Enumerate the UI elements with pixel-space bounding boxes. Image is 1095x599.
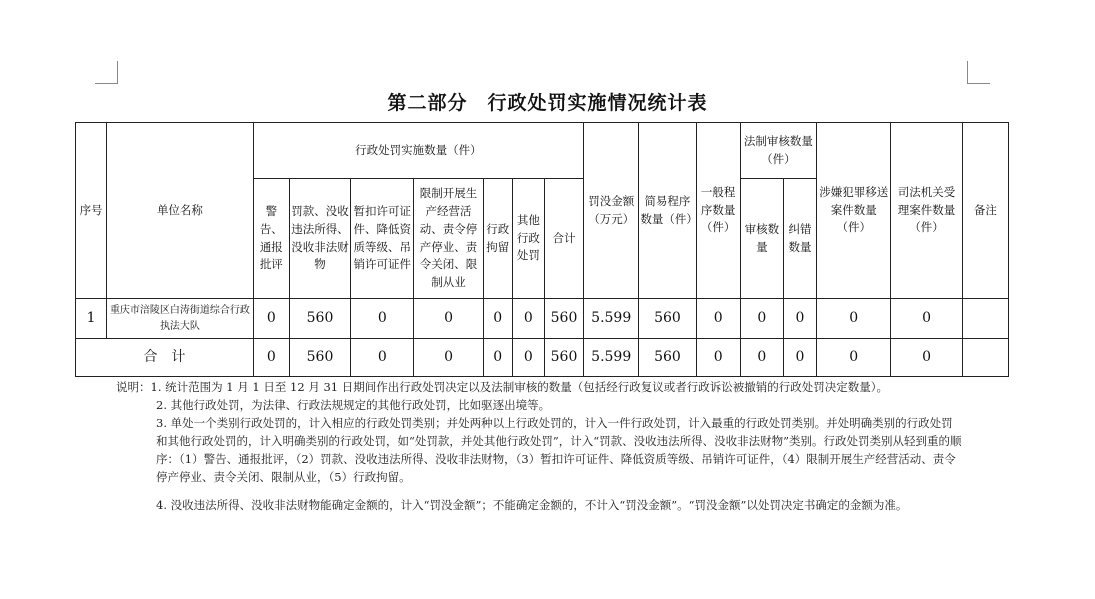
header-fine-amount: 罚没金额（万元）	[584, 123, 639, 299]
header-transfer-count: 涉嫌犯罪移送案件数量（件）	[817, 123, 891, 299]
header-general-count: 一般程序数量（件）	[696, 123, 740, 299]
cell-value: 0	[351, 299, 414, 339]
total-value: 0	[783, 339, 816, 377]
cell-value: 0	[740, 299, 783, 339]
cell-value: 0	[696, 299, 740, 339]
header-detention: 行政拘留	[483, 179, 512, 299]
cell-unit-name: 重庆市涪陵区白涛街道综合行政执法大队	[107, 299, 254, 339]
header-warning: 警告、通报批评	[253, 179, 289, 299]
total-value: 560	[639, 339, 696, 377]
crop-mark-top-right	[967, 61, 990, 84]
header-review-group: 法制审核数量（件）	[740, 123, 816, 179]
cell-value: 0	[483, 299, 512, 339]
header-simple-count: 简易程序数量（件）	[639, 123, 696, 299]
note-3: 3. 单处一个类别行政处罚的，计入相应的行政处罚类别；并处两种以上行政处罚的，计入一件行政处罚，计入最重的行政处罚类别。并处明确类别的行政处罚和其他行政处罚的，计入明确类别的行政处罚，如“处罚款，并处其他行政处罚”，计入“罚款、没收违法所得、没收非法财物”类别。行政处罚类别从轻到重的顺序：（1）警告、通报批评，（2）罚款、没收违法所得、没收非法财物，（3）暂扣许可证件、降低资质等级、吊销许可证件，（4）限制开展生产经营活动、责令停产停业、责令关闭、限制从业，（5）行政拘留。	[156, 416, 962, 484]
total-value: 0	[483, 339, 512, 377]
note-4: 4. 没收违法所得、没收非法财物能确定金额的，计入“罚没金额”；不能确定金额的，不计入“罚没金额”。“罚没金额”以处罚决定书确定的金额为准。	[156, 498, 908, 512]
header-unit-name: 单位名称	[107, 123, 254, 299]
cell-seq: 1	[76, 299, 107, 339]
total-value: 0	[512, 339, 544, 377]
cell-value: 560	[639, 299, 696, 339]
total-value: 0	[740, 339, 783, 377]
header-subtotal: 合计	[544, 179, 583, 299]
total-value: 5.599	[584, 339, 639, 377]
total-label: 合 计	[76, 339, 254, 377]
page-title: 第二部分 行政处罚实施情况统计表	[387, 92, 708, 114]
header-fine-confiscation: 罚款、没收违法所得、没收非法财物	[289, 179, 350, 299]
header-judicial-count: 司法机关受理案件数量（件）	[891, 123, 962, 299]
header-seq: 序号	[76, 123, 107, 299]
crop-mark-top-left	[95, 61, 118, 84]
cell-value: 560	[289, 299, 350, 339]
note-2: 2. 其他行政处罚，为法律、行政法规规定的其他行政处罚，比如驱逐出境等。	[156, 398, 551, 412]
total-value: 0	[253, 339, 289, 377]
header-license-suspension: 暂扣许可证件、降低资质等级、吊销许可证件	[351, 179, 414, 299]
total-value: 0	[414, 339, 483, 377]
header-business-restriction: 限制开展生产经营活动、责令停产停业、责令关闭、限制从业	[414, 179, 483, 299]
table-row	[76, 299, 1009, 339]
header-remark: 备注	[962, 123, 1008, 299]
total-value: 560	[289, 339, 350, 377]
cell-value: 0	[512, 299, 544, 339]
total-value: 0	[696, 339, 740, 377]
total-value: 0	[351, 339, 414, 377]
header-other-penalty: 其他行政处罚	[512, 179, 544, 299]
cell-value: 0	[817, 299, 891, 339]
cell-value: 0	[253, 299, 289, 339]
cell-value: 560	[544, 299, 583, 339]
total-remark	[962, 339, 1008, 377]
header-impl-group: 行政处罚实施数量（件）	[253, 123, 583, 179]
total-value: 0	[891, 339, 962, 377]
note-1: 说明：1. 统计范围为 1 月 1 日至 12 月 31 日期间作出行政处罚决定以及法制审核的数量（包括经行政复议或者行政诉讼被撤销的行政处罚决定数量）。	[116, 380, 889, 394]
total-value: 0	[817, 339, 891, 377]
cell-value: 0	[783, 299, 816, 339]
cell-remark	[962, 299, 1008, 339]
total-value: 560	[544, 339, 583, 377]
cell-value: 0	[414, 299, 483, 339]
cell-value: 5.599	[584, 299, 639, 339]
header-correction-count: 纠错数量	[783, 179, 816, 299]
header-review-count: 审核数量	[740, 179, 783, 299]
penalty-statistics-table	[75, 122, 1009, 377]
explanatory-notes	[116, 378, 964, 518]
cell-value: 0	[891, 299, 962, 339]
total-row	[76, 339, 1009, 377]
